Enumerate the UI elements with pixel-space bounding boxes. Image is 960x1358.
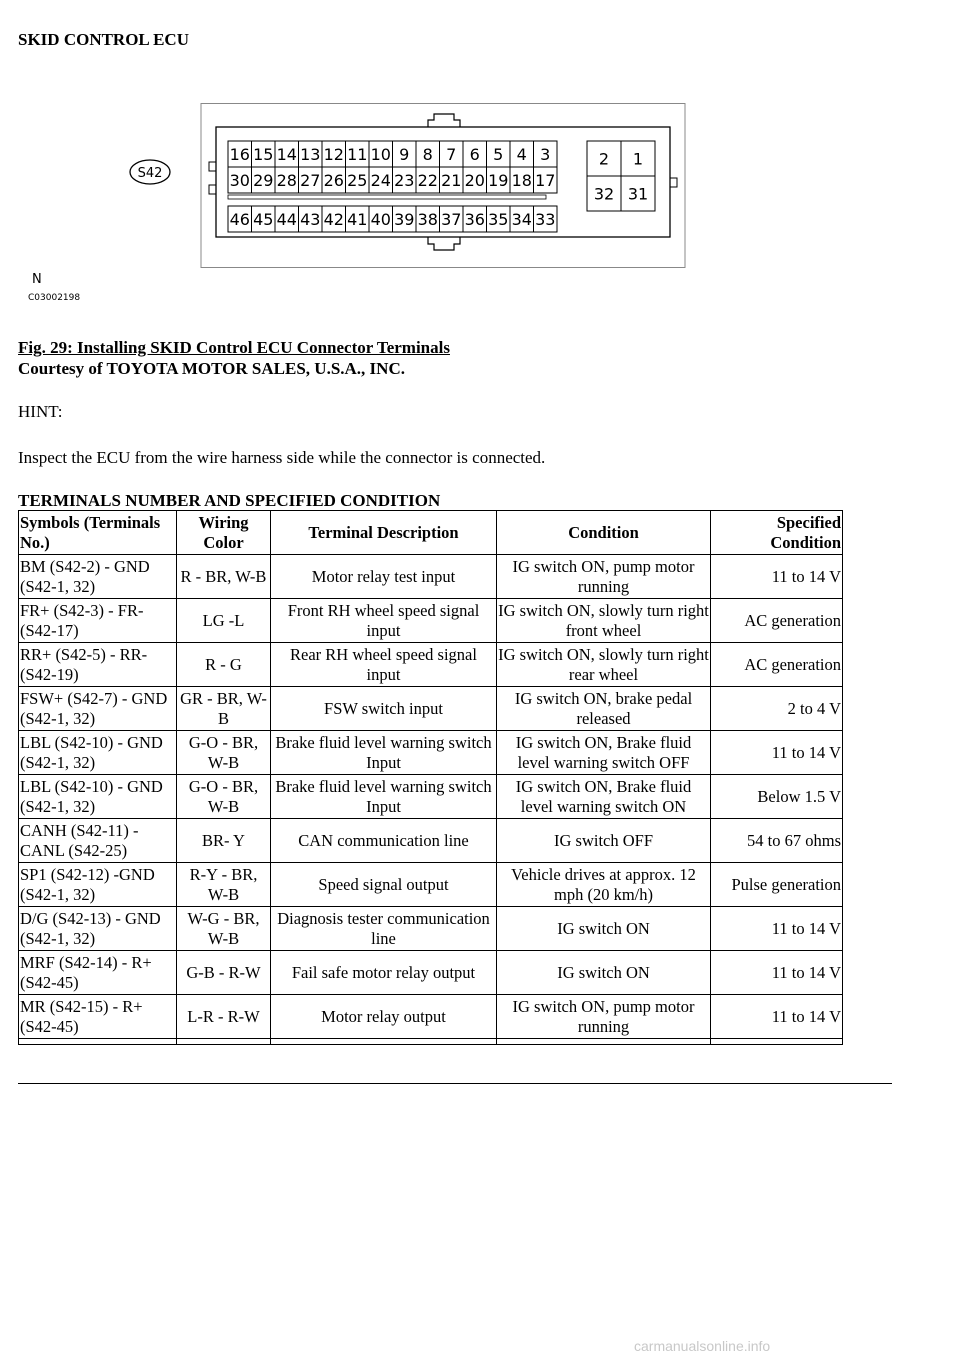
table-trailing-cell (497, 1039, 711, 1045)
cell-condition: IG switch OFF (497, 819, 711, 863)
cell-condition: IG switch ON, slowly turn right front wheel (497, 599, 711, 643)
table-row (19, 863, 843, 907)
pin-label: 26 (323, 171, 344, 190)
cell-symbols: MRF (S42-14) - R+ (S42-45) (19, 951, 177, 995)
pin-label: 28 (276, 171, 297, 190)
cell-wiring-color: R - BR, W-B (177, 555, 271, 599)
table-trailing-cell (271, 1039, 497, 1045)
pin-label: 15 (253, 145, 274, 164)
pin-label: 4 (516, 145, 527, 164)
pin-label: 5 (493, 145, 504, 164)
cell-terminal-description: Front RH wheel speed signal input (271, 599, 497, 643)
cell-wiring-color: W-G - BR, W-B (177, 907, 271, 951)
figure-caption: Fig. 29: Installing SKID Control ECU Connector Terminals (18, 338, 450, 357)
cell-condition: IG switch ON, Brake fluid level warning switch OFF (497, 731, 711, 775)
header-wiring-color: Wiring Color (177, 511, 271, 555)
cell-symbols: FSW+ (S42-7) - GND (S42-1, 32) (19, 687, 177, 731)
table-row (19, 731, 843, 775)
cell-terminal-description: Brake fluid level warning switch Input (271, 775, 497, 819)
cell-symbols: MR (S42-15) - R+ (S42-45) (19, 995, 177, 1039)
cell-condition: IG switch ON, brake pedal released (497, 687, 711, 731)
cell-symbols: D/G (S42-13) - GND (S42-1, 32) (19, 907, 177, 951)
pin-label: 44 (276, 210, 297, 229)
cell-specified-condition: 11 to 14 V (711, 731, 843, 775)
pin-label: 27 (300, 171, 321, 190)
table-title: TERMINALS NUMBER AND SPECIFIED CONDITION (18, 491, 441, 510)
table-trailing-cell (177, 1039, 271, 1045)
pin-label: 38 (417, 210, 438, 229)
connector-diagram (28, 103, 690, 303)
pin-label: 16 (229, 145, 250, 164)
pin-label: 30 (229, 171, 250, 190)
cell-terminal-description: Rear RH wheel speed signal input (271, 643, 497, 687)
hint-label: HINT: (18, 402, 63, 421)
cell-specified-condition: Below 1.5 V (711, 775, 843, 819)
pin-label: 12 (323, 145, 344, 164)
pin-label: 14 (276, 145, 297, 164)
table-header-row (19, 511, 843, 555)
cell-specified-condition: Pulse generation (711, 863, 843, 907)
hint-text: Inspect the ECU from the wire harness side while the connector is connected. (18, 448, 546, 467)
cell-specified-condition: 11 to 14 V (711, 907, 843, 951)
cell-condition: IG switch ON (497, 907, 711, 951)
pin-label: 23 (394, 171, 415, 190)
cell-terminal-description: Brake fluid level warning switch Input (271, 731, 497, 775)
pin-label: 21 (441, 171, 462, 190)
table-trailing-row (19, 1039, 843, 1045)
table-row (19, 555, 843, 599)
pin-label: 3 (540, 145, 551, 164)
table-row (19, 907, 843, 951)
table-row (19, 819, 843, 863)
cell-specified-condition: AC generation (711, 599, 843, 643)
header-terminal-description: Terminal Description (271, 511, 497, 555)
cell-specified-condition: 11 to 14 V (711, 951, 843, 995)
pin-label: 11 (347, 145, 368, 164)
pin-label: 39 (394, 210, 415, 229)
pin-label: 31 (627, 184, 649, 204)
table-row (19, 643, 843, 687)
cell-terminal-description: Motor relay output (271, 995, 497, 1039)
cell-symbols: RR+ (S42-5) - RR- (S42-19) (19, 643, 177, 687)
pin-label: 17 (535, 171, 556, 190)
cell-wiring-color: G-B - R-W (177, 951, 271, 995)
pin-label: 34 (511, 210, 532, 229)
figure-courtesy: Courtesy of TOYOTA MOTOR SALES, U.S.A., INC. (18, 359, 405, 378)
pin-label: 43 (300, 210, 321, 229)
header-specified-condition: Specified Condition (711, 511, 843, 555)
pin-label: 7 (446, 145, 457, 164)
pin-label: 6 (469, 145, 480, 164)
cell-condition: IG switch ON, slowly turn right rear wheel (497, 643, 711, 687)
table-trailing-cell (19, 1039, 177, 1045)
section-title: SKID CONTROL ECU (18, 30, 189, 49)
pin-label: 18 (511, 171, 532, 190)
cell-specified-condition: 54 to 67 ohms (711, 819, 843, 863)
footer-watermark: carmanualsonline.info (634, 1338, 771, 1354)
cell-condition: IG switch ON, pump motor running (497, 555, 711, 599)
cell-terminal-description: Diagnosis tester communication line (271, 907, 497, 951)
cell-symbols: CANH (S42-11) - CANL (S42-25) (19, 819, 177, 863)
pin-label: 33 (535, 210, 556, 229)
table-row (19, 687, 843, 731)
top-latch (428, 114, 460, 127)
pin-label: 24 (370, 171, 391, 190)
left-notch (209, 185, 216, 194)
table-row (19, 951, 843, 995)
cell-terminal-description: Motor relay test input (271, 555, 497, 599)
corner-letter: N (32, 272, 42, 287)
pin-label: 8 (422, 145, 433, 164)
pin-label: 40 (370, 210, 391, 229)
cell-symbols: SP1 (S42-12) -GND (S42-1, 32) (19, 863, 177, 907)
pin-label: 42 (323, 210, 344, 229)
pin-label: 45 (253, 210, 274, 229)
right-notch (670, 178, 677, 187)
pin-label: 36 (464, 210, 485, 229)
cell-specified-condition: AC generation (711, 643, 843, 687)
cell-terminal-description: FSW switch input (271, 687, 497, 731)
cell-wiring-color: L-R - R-W (177, 995, 271, 1039)
header-condition: Condition (497, 511, 711, 555)
table-row (19, 995, 843, 1039)
cell-specified-condition: 11 to 14 V (711, 555, 843, 599)
cell-wiring-color: R - G (177, 643, 271, 687)
cell-symbols: LBL (S42-10) - GND (S42-1, 32) (19, 731, 177, 775)
pin-label: 1 (632, 149, 644, 169)
footer-rule (18, 1083, 892, 1084)
cell-symbols: LBL (S42-10) - GND (S42-1, 32) (19, 775, 177, 819)
cell-condition: IG switch ON, pump motor running (497, 995, 711, 1039)
cell-specified-condition: 2 to 4 V (711, 687, 843, 731)
pin-label: 9 (399, 145, 410, 164)
pin-label: 37 (441, 210, 462, 229)
table-row (19, 599, 843, 643)
cell-specified-condition: 11 to 14 V (711, 995, 843, 1039)
pin-label: 41 (347, 210, 368, 229)
cell-condition: IG switch ON, Brake fluid level warning switch ON (497, 775, 711, 819)
pin-label: 35 (488, 210, 509, 229)
pin-label: 19 (488, 171, 509, 190)
pin-label: 2 (598, 149, 610, 169)
pin-label: 20 (464, 171, 485, 190)
pin-label: 22 (417, 171, 438, 190)
cell-wiring-color: G-O - BR, W-B (177, 775, 271, 819)
part-number: C03002198 (28, 293, 81, 303)
pin-label: 46 (229, 210, 250, 229)
cell-terminal-description: CAN communication line (271, 819, 497, 863)
cell-symbols: FR+ (S42-3) - FR- (S42-17) (19, 599, 177, 643)
table-row (19, 775, 843, 819)
connector-label: S42 (137, 166, 163, 181)
pin-label: 10 (370, 145, 391, 164)
cell-wiring-color: R-Y - BR, W-B (177, 863, 271, 907)
cell-symbols: BM (S42-2) - GND (S42-1, 32) (19, 555, 177, 599)
pin-label: 25 (347, 171, 368, 190)
bottom-latch (428, 237, 460, 250)
left-notch (209, 162, 216, 171)
cell-condition: IG switch ON (497, 951, 711, 995)
separator-bar (228, 195, 546, 199)
table-trailing-cell (711, 1039, 843, 1045)
cell-wiring-color: LG -L (177, 599, 271, 643)
cell-terminal-description: Fail safe motor relay output (271, 951, 497, 995)
header-symbols: Symbols (Terminals No.) (19, 511, 177, 555)
cell-condition: Vehicle drives at approx. 12 mph (20 km/h) (497, 863, 711, 907)
terminals-table (18, 510, 843, 1045)
pin-label: 13 (300, 145, 321, 164)
cell-wiring-color: BR- Y (177, 819, 271, 863)
cell-wiring-color: GR - BR, W-B (177, 687, 271, 731)
pin-label: 32 (593, 184, 615, 204)
pin-label: 29 (253, 171, 274, 190)
cell-wiring-color: G-O - BR, W-B (177, 731, 271, 775)
cell-terminal-description: Speed signal output (271, 863, 497, 907)
